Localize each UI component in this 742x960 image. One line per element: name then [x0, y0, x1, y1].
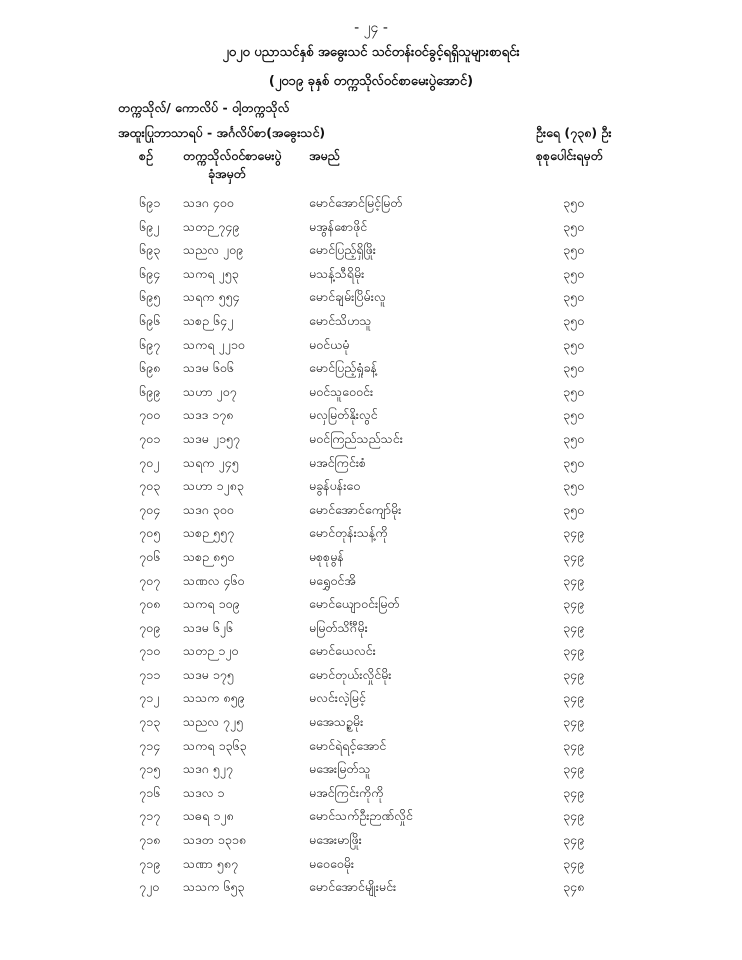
student-name: မောင်တုယ်းလှိုင်မိုး: [309, 666, 392, 682]
table-row: [0, 287, 742, 311]
student-name: မောင်သိဟသူ: [309, 312, 372, 328]
exam-id: သစဉ ၈၅၀: [183, 548, 235, 564]
total-score: ၃၄၉: [563, 784, 585, 800]
student-name: မောင်အောင်မျိုးမင်း: [309, 879, 397, 895]
total-score: ၃၅၀: [563, 478, 585, 494]
table-row: [0, 547, 742, 571]
total-score: ၃၅၀: [563, 360, 585, 376]
total-score: ၃၅၀: [563, 430, 585, 446]
total-score: ၃၅၀: [563, 336, 585, 352]
row-number: ၇၁၂: [139, 690, 160, 706]
table-row: [0, 736, 742, 760]
student-name: မောင်ယျောဝင်းမြတ်: [309, 596, 400, 612]
header-name: အမည်: [309, 148, 340, 163]
table-row: [0, 500, 742, 524]
row-number: ၇၀၁: [139, 430, 161, 446]
exam-id: သဒတ ၁၃၁၈: [183, 832, 246, 848]
table-row: [0, 193, 742, 217]
table-row: [0, 523, 742, 547]
row-number: ၇၀၀: [139, 407, 161, 423]
student-name: မောင်ပြည့်ရှုံခန့်: [309, 360, 377, 376]
row-number: ၆၉၆: [139, 312, 161, 328]
row-number: ၇၁၆: [139, 784, 161, 800]
table-row: [0, 476, 742, 500]
table-row: [0, 783, 742, 807]
row-number: ၇၀၄: [139, 501, 161, 517]
student-name: မဝင်ကြည်သည်သင်း: [309, 430, 403, 446]
row-number: ၇၀၉: [139, 619, 161, 635]
student-name: မလှမြတ်နိုးလွင်: [309, 407, 378, 423]
student-name: မောင်အောင်မြင့်မြတ်: [309, 195, 403, 210]
student-name: မအေသဥ္စမိုး: [309, 714, 364, 730]
total-score: ၃၄၉: [563, 525, 585, 541]
header-no: စဉ်: [139, 148, 153, 163]
total-score: ၃၅၀: [563, 312, 585, 328]
total-score: ၃၅၀: [563, 383, 585, 399]
total-score: ၃၄၉: [563, 666, 585, 682]
student-name: မောင်သက်ဦးဉာဏ်လှိုင်: [309, 808, 413, 824]
table-row: [0, 453, 742, 477]
total-score: ၃၅၀: [563, 289, 585, 305]
table-row: [0, 618, 742, 642]
row-number: ၇၁၉: [139, 855, 161, 871]
total-score: ၃၄၉: [563, 690, 585, 706]
student-name: မအေးမာဖြိုး: [309, 832, 362, 848]
exam-id: သတဉ ၁၂၀: [183, 643, 239, 659]
total-score: ၃၄၈: [563, 879, 585, 895]
table-row: [0, 806, 742, 830]
exam-id: သဓရ ၁၂၈: [183, 808, 234, 824]
student-name: မခွန်ပန်းဝေ: [309, 478, 361, 494]
exam-id: သရက ၅၅၄: [183, 289, 240, 305]
row-number: ၇၁၁: [139, 666, 161, 682]
row-number: ၇၁၀: [139, 643, 161, 659]
row-number: ၇၀၃: [139, 478, 161, 494]
student-name: မဝင်သူဝေဝင်း: [309, 383, 374, 399]
student-name: မအင်ကြင်းစံ: [309, 454, 367, 470]
header-id-line2: ခုံအမှတ်: [208, 166, 246, 181]
total-score: ၃၄၉: [563, 761, 585, 777]
student-name: မသန့်သီရိမိုး: [309, 265, 365, 281]
total-score: ၃၅၀: [563, 242, 585, 258]
student-name: မလင်းလဲ့မြင့်: [309, 690, 366, 706]
exam-id: သသက ၈၅၉: [183, 690, 245, 706]
exam-id: သသက ၆၅၃: [183, 879, 245, 895]
exam-id: သညလ ၂၀၉: [183, 242, 244, 258]
exam-id: သကရ ၁၀၉: [183, 596, 240, 612]
exam-id: သဒဒ ၁၇၈: [183, 407, 234, 423]
row-number: ၆၉၉: [139, 383, 161, 399]
row-number: ၇၁၈: [139, 832, 161, 848]
header-score: စုစုပေါင်းရမှတ်: [536, 148, 603, 163]
table-row: [0, 665, 742, 689]
exam-id: သညလ ၇၂၅: [183, 714, 244, 730]
total-score: ၃၄၉: [563, 737, 585, 753]
table-row: [0, 571, 742, 595]
exam-id: သဒမ ၆၂၆: [183, 619, 233, 635]
total-score: ၃၄၉: [563, 808, 585, 824]
exam-id: သဒမ ၆၀၆: [183, 360, 234, 376]
student-name: မရွှေဝင်အိ: [309, 572, 356, 588]
student-name: မောင်တုန်းသန့်ကို: [309, 525, 388, 541]
exam-id: သဒဂ ၃၀၀: [183, 501, 234, 517]
table-row: [0, 311, 742, 335]
table-row: [0, 429, 742, 453]
total-score: ၃၄၉: [563, 643, 585, 659]
total-score: ၃၄၉: [563, 714, 585, 730]
row-number: ၆၉၇: [139, 336, 161, 352]
total-count: ဦးရေ (၇၃၈) ဦး: [536, 125, 612, 140]
student-name: မဝေဝေမိုး: [309, 855, 355, 871]
exam-id: သစဉ ၆၄၂: [183, 312, 234, 328]
table-row: [0, 594, 742, 618]
table-row: [0, 240, 742, 264]
total-score: ၃၄၉: [563, 855, 585, 871]
exam-id: သကရ ၂၅၃: [183, 265, 239, 281]
row-number: ၇၂၀: [139, 879, 160, 895]
exam-id: သတဉ ၇၄၉: [183, 218, 240, 234]
student-name: မစုစုမွန်: [309, 548, 344, 564]
total-score: ၃၄၉: [563, 572, 585, 588]
student-name: မဝင်ယမုံ: [309, 336, 350, 352]
total-score: ၃၅၀: [563, 195, 585, 210]
row-number: ၆၉၃: [139, 242, 161, 258]
total-score: ၃၄၉: [563, 619, 585, 635]
student-name: မောင်ချမ်းပြိမ်းလူ: [309, 289, 386, 305]
exam-id: သဒမ ၂၁၅၇: [183, 430, 240, 446]
major-line: အထူးပြုဘာသာရပ် - အင်္ဂလိပ်စာ(အဓွေးသင်): [118, 125, 326, 140]
student-name: မောင်ရဲရင့်အောင်: [309, 737, 387, 753]
row-number: ၇၁၃: [139, 714, 161, 730]
table-row: [0, 688, 742, 712]
table-row: [0, 358, 742, 382]
document-subtitle: (၂၀၁၉ ခုနှစ် တက္ကသိုလ်ဝင်စာမေးပွဲအောင်): [268, 74, 474, 89]
row-number: ၆၉၈: [139, 360, 161, 376]
header-id: တက္ကသိုလ်ဝင်စာမေးပွဲ: [183, 148, 282, 163]
exam-id: သဒမ ၁၇၅: [183, 666, 234, 682]
table-row: [0, 405, 742, 429]
row-number: ၇၀၅: [139, 525, 161, 541]
row-number: ၇၁၅: [139, 761, 161, 777]
row-number: ၇၁၄: [139, 737, 161, 753]
row-number: ၇၀၂: [139, 454, 160, 470]
exam-id: သဏလ ၄၆၀: [183, 572, 245, 588]
student-name: မအွန်စောဖိုင်: [309, 218, 368, 234]
table-row: [0, 335, 742, 359]
table-row: [0, 830, 742, 854]
exam-id: သစဉ ၅၅၇: [183, 525, 235, 541]
row-number: ၆၉၄: [139, 265, 161, 281]
table-row: [0, 264, 742, 288]
student-name: မောင်အောင်ကျော်မိုး: [309, 501, 402, 517]
university-line: တက္ကသိုလ်/ ကောလိပ် - ဝါ့တက္ကသိုလ်: [118, 100, 290, 115]
exam-id: သဟာ ၁၂၈၃: [183, 478, 244, 494]
table-row: [0, 854, 742, 878]
row-number: ၇၀၇: [139, 572, 161, 588]
exam-id: သကရ ၂၂၁၀: [183, 336, 245, 352]
row-number: ၇၁၇: [139, 808, 161, 824]
total-score: ၃၅၀: [563, 265, 585, 281]
total-score: ၃၄၉: [563, 832, 585, 848]
student-name: မအင်ကြင်းကိုကို: [309, 784, 384, 800]
exam-id: သဒဂ ၄၀၀: [183, 195, 234, 210]
student-name: မောင်ယေလင်း: [309, 643, 376, 659]
exam-id: သရက ၂၄၅: [183, 454, 239, 470]
row-number: ၇၀၆: [139, 548, 161, 564]
exam-id: သဒလ ၁: [183, 784, 225, 800]
page-number: - ၂၄ -: [354, 20, 388, 36]
exam-id: သကရ ၁၃၆၃: [183, 737, 247, 753]
results-table: [0, 193, 742, 901]
row-number: ၆၉၁: [139, 195, 161, 210]
table-row: [0, 712, 742, 736]
student-name: မောင်ပြည့်ရှိဖြိုး: [309, 242, 376, 258]
student-name: မအေးမြတ်သူ: [309, 761, 371, 777]
exam-id: သဒဂ ၅၂၇: [183, 761, 233, 777]
total-score: ၃၅၀: [563, 501, 585, 517]
table-row: [0, 382, 742, 406]
row-number: ၆၉၂: [139, 218, 160, 234]
total-score: ၃၅၀: [563, 454, 585, 470]
exam-id: သဟာ ၂၀၇: [183, 383, 237, 399]
row-number: ၆၉၅: [139, 289, 161, 305]
student-name: မမြတ်သိင်္ဂီမိုး: [309, 619, 368, 635]
total-score: ၃၄၉: [563, 596, 585, 612]
document-title: ၂၀၂၀ ပညာသင်နှစ် အဓွေးသင် သင်တန်းဝင်ခွင့်ရရှိသူများစာရင်း: [222, 45, 520, 60]
exam-id: သဏာ ၅၈၇: [183, 855, 238, 871]
table-row: [0, 877, 742, 901]
row-number: ၇၀၈: [139, 596, 161, 612]
table-row: [0, 759, 742, 783]
total-score: ၃၅၀: [563, 407, 585, 423]
table-row: [0, 641, 742, 665]
table-row: [0, 217, 742, 241]
total-score: ၃၅၀: [563, 218, 585, 234]
total-score: ၃၄၉: [563, 548, 585, 564]
